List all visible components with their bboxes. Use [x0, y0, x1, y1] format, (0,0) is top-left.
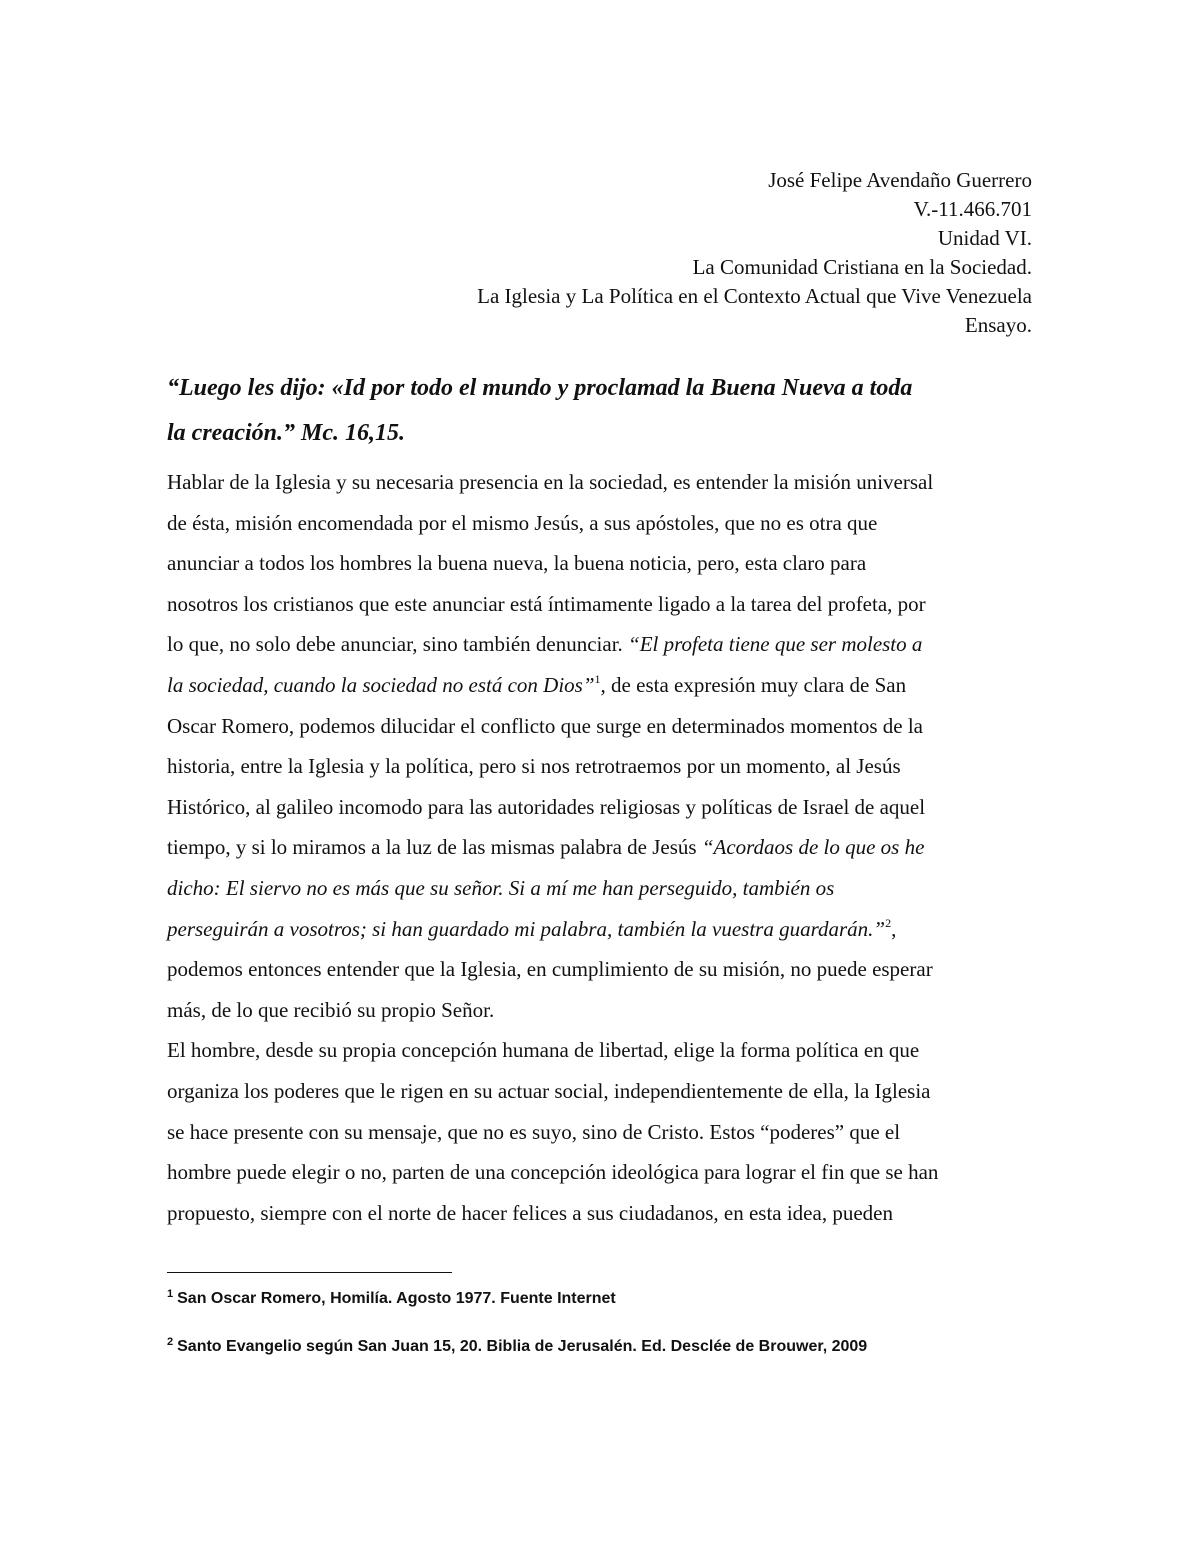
text-segment: lo que, no solo debe anunciar, sino también denunciar. — [167, 632, 629, 657]
header-block — [132, 166, 1032, 340]
text-line: organiza los poderes que le rigen en su actuar social, independientemente de ella, la Iglesia — [167, 1078, 931, 1103]
footnote-number: 1 — [167, 1288, 174, 1300]
body-text — [167, 462, 1033, 1233]
text-line: anunciar a todos los hombres la buena nueva, la buena noticia, pero, esta claro para — [167, 551, 867, 576]
footnote-2 — [167, 1338, 1067, 1356]
text-line: propuesto, siempre con el norte de hacer felices a sus ciudadanos, en esta idea, pueden — [167, 1200, 893, 1225]
document-type: Ensayo. — [964, 313, 1032, 337]
footnote-ref-1[interactable]: 1 — [594, 671, 601, 686]
paragraph-2 — [167, 1030, 1033, 1233]
author-name: José Felipe Avendaño Guerrero — [768, 168, 1032, 192]
text-line: Hablar de la Iglesia y su necesaria presencia en la sociedad, es entender la misión universal — [167, 470, 934, 494]
text-line — [167, 868, 1033, 909]
text-line: nosotros los cristianos que este anunciar está íntimamente ligado a la tarea del profeta, por — [167, 591, 926, 616]
text-line: historia, entre la Iglesia y la política, pero si nos retrotraemos por un momento, al Jesús — [167, 754, 901, 779]
text-line: se hace presente con su mensaje, que no es suyo, sino de Cristo. Estos “poderes” que el — [167, 1119, 901, 1144]
quote-segment: la sociedad, cuando la sociedad no está con Dios” — [167, 672, 595, 697]
text-line: hombre puede elegir o no, parten de una concepción ideológica para lograr el fin que se han — [167, 1160, 939, 1185]
text-line — [167, 665, 1033, 706]
text-line — [167, 624, 1033, 665]
id-number: V.-11.466.701 — [913, 197, 1032, 221]
topic-label: La Comunidad Cristiana en la Sociedad. — [692, 255, 1032, 279]
text-segment: tiempo, y si lo miramos a la luz de las mismas palabra de Jesús — [167, 835, 702, 860]
quote-segment: dicho: El siervo no es más que su señor. Si a mí me han perseguido, también os — [167, 875, 835, 900]
footnote-number: 2 — [167, 1336, 174, 1348]
footnote-ref-2[interactable]: 2 — [885, 915, 892, 930]
footnote-text: Santo Evangelio según San Juan 15, 20. Biblia de Jerusalén. Ed. Desclée de Brouwer, 2009 — [177, 1338, 868, 1355]
text-line — [167, 909, 1033, 950]
text-line: de ésta, misión encomendada por el mismo Jesús, a sus apóstoles, que no es otra que — [167, 510, 878, 535]
text-line: Histórico, al galileo incomodo para las autoridades religiosas y políticas de Israel de aquel — [167, 794, 926, 819]
epigraph-line-2: la creación.” Mc. 16,15. — [167, 420, 405, 446]
footnote-1 — [167, 1290, 1067, 1308]
text-segment: , de esta expresión muy clara de San — [600, 672, 907, 697]
footnote-text: San Oscar Romero, Homilía. Agosto 1977. Fuente Internet — [177, 1290, 616, 1307]
text-line: más, de lo que recibió su propio Señor. — [167, 997, 495, 1022]
text-line — [167, 827, 1033, 868]
quote-segment: “El profeta tiene que ser molesto a — [628, 632, 923, 657]
text-line: El hombre, desde su propia concepción humana de libertad, elige la forma política en que — [167, 1038, 920, 1063]
quote-segment: perseguirán a vosotros; si han guardado mi palabra, también la vuestra guardarán.” — [167, 916, 886, 941]
paragraph-1 — [167, 462, 1033, 1030]
epigraph-quote — [167, 366, 1037, 456]
text-line: podemos entonces entender que la Iglesia, en cumplimiento de su misión, no puede esperar — [167, 957, 933, 982]
text-line: Oscar Romero, podemos dilucidar el conflicto que surge en determinados momentos de la — [167, 713, 923, 738]
quote-segment: “Acordaos de lo que os he — [701, 835, 925, 860]
epigraph-line-1: “Luego les dijo: «Id por todo el mundo y proclamad la Buena Nueva a toda — [167, 375, 913, 401]
footnote-separator — [167, 1272, 452, 1273]
text-segment: , — [891, 916, 897, 941]
essay-subtitle: La Iglesia y La Política en el Contexto Actual que Vive Venezuela — [477, 284, 1032, 308]
unit-label: Unidad VI. — [937, 226, 1032, 250]
